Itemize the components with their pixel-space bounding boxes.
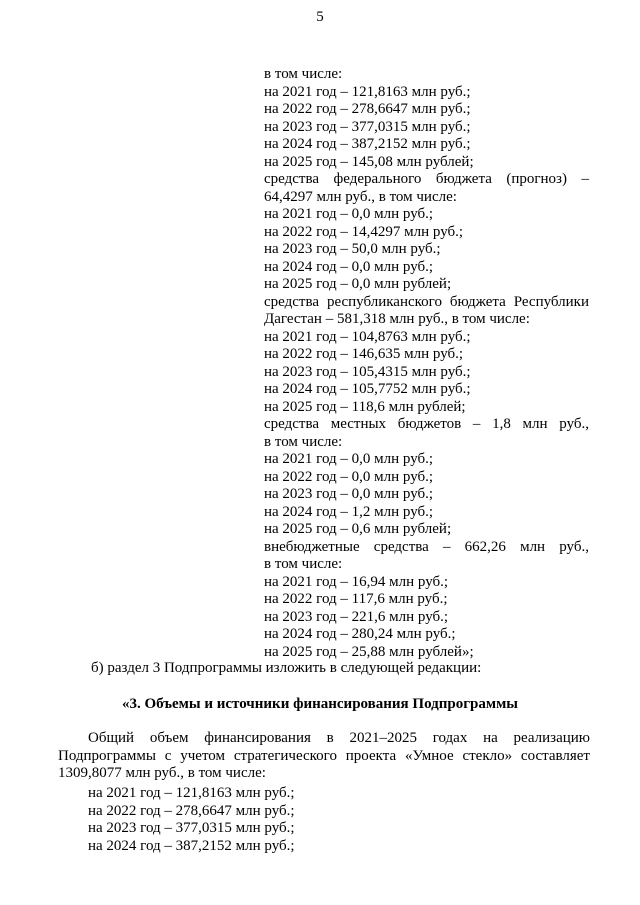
funding-line: 64,4297 млн руб., в том числе: [264,188,457,205]
funding-sources-block [264,66,589,661]
funding-line: на 2023 год – 377,0315 млн руб.; [264,118,471,135]
funding-line: на 2022 год – 278,6647 млн руб.; [264,101,471,117]
body-line-3: 1309,8077 млн руб., в том числе: [58,765,266,781]
body-line-2: Подпрограммы с учетом стратегического проекта «Умное стекло» составляет [58,747,590,764]
funding-line: на 2021 год – 121,8163 млн руб.; [264,83,471,100]
funding-line: на 2021 год – 0,0 млн руб.; [264,206,434,222]
funding-line: на 2025 год – 118,6 млн рублей; [264,398,466,415]
funding-line: в том числе: [264,433,343,450]
funding-line: Дагестан – 581,318 млн руб., в том числе: [264,311,530,327]
funding-line: на 2024 год – 1,2 млн руб.; [264,503,434,520]
funding-line: на 2025 год – 0,0 млн рублей; [264,276,452,292]
funding-line: на 2024 год – 387,2152 млн руб.; [264,136,471,152]
funding-line: на 2023 год – 221,6 млн руб.; [264,608,449,625]
list-item: на 2024 год – 387,2152 млн руб.; [88,837,295,854]
list-item: на 2021 год – 121,8163 млн руб.; [88,785,295,801]
page-number: 5 [316,9,324,25]
funding-line: на 2024 год – 105,7752 млн руб.; [264,381,471,397]
list-item: на 2023 год – 377,0315 млн руб.; [88,820,295,836]
funding-line: на 2023 год – 0,0 млн руб.; [264,486,434,502]
funding-line: средства республиканского бюджета Республики [264,293,589,310]
funding-line: на 2024 год – 280,24 млн руб.; [264,626,456,642]
section-heading: «3. Объемы и источники финансирования Подпрограммы [121,696,519,712]
amendment-instruction: б) раздел 3 Подпрограммы изложить в следующей редакции: [91,660,482,676]
funding-line: в том числе: [264,66,343,82]
funding-line: на 2022 год – 14,4297 млн руб.; [264,223,464,240]
funding-line: на 2021 год – 0,0 млн руб.; [264,451,434,467]
list-item: на 2022 год – 278,6647 млн руб.; [88,802,295,819]
funding-line: на 2022 год – 146,635 млн руб.; [264,346,464,362]
funding-line: средства федерального бюджета (прогноз) – [264,171,589,187]
funding-line: на 2025 год – 145,08 млн рублей; [264,153,474,170]
funding-line: на 2023 год – 105,4315 млн руб.; [264,363,471,380]
funding-line: на 2025 год – 0,6 млн рублей; [264,521,452,537]
body-line-1: Общий объем финансирования в 2021–2025 годах на реализацию [88,730,590,746]
funding-line: внебюджетные средства – 662,26 млн руб., [264,538,589,555]
funding-line: на 2022 год – 0,0 млн руб.; [264,468,434,485]
funding-line: средства местных бюджетов – 1,8 млн руб., [264,416,589,432]
body-paragraph [58,730,590,783]
funding-line: на 2022 год – 117,6 млн руб.; [264,591,448,607]
funding-line: на 2024 год – 0,0 млн руб.; [264,258,434,275]
funding-line: на 2021 год – 104,8763 млн руб.; [264,328,471,345]
funding-line: на 2021 год – 16,94 млн руб.; [264,573,449,590]
funding-line: в том числе: [264,556,343,572]
funding-line: на 2023 год – 50,0 млн руб.; [264,241,441,257]
yearly-funding-list [88,785,295,855]
funding-line: на 2025 год – 25,88 млн рублей»; [264,643,474,660]
